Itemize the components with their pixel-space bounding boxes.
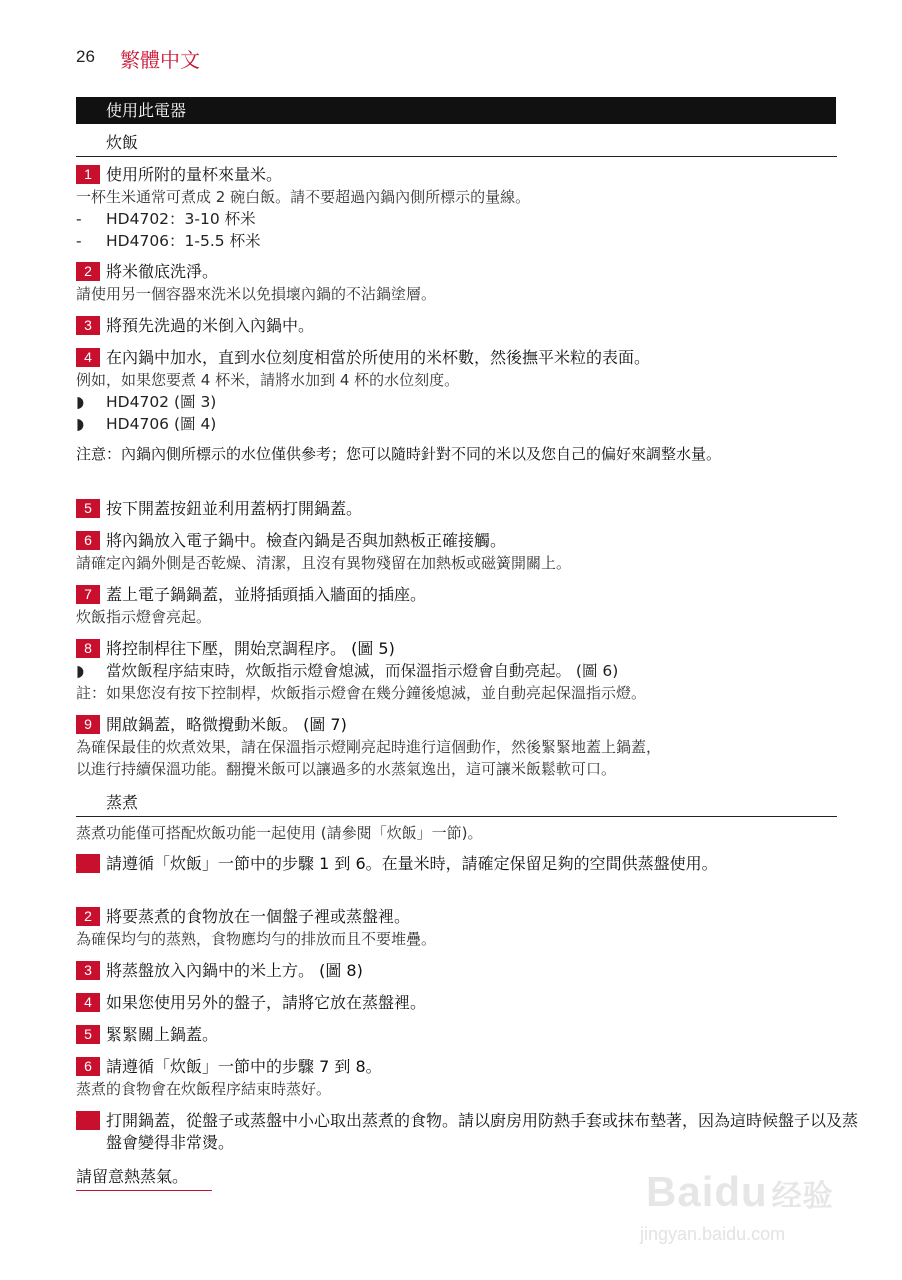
step-text: 請遵循「炊飯」一節中的步驟 1 到 6。在量米時，請確定保留足夠的空間供蒸盤使用。 <box>106 854 718 873</box>
step-number: 4 <box>76 993 100 1012</box>
step-text: 將蒸盤放入內鍋中的米上方。 (圖 8) <box>106 961 363 980</box>
steam-step-2-para: 為確保均勻的蒸熟，食物應均勻的排放而且不要堆疊。 <box>76 930 437 948</box>
language-label: 繁體中文 <box>120 48 200 72</box>
list-item: ◗ HD4702 (圖 3) <box>76 393 217 411</box>
rice-step-5 <box>76 498 836 520</box>
steam-step-7 <box>69 1110 866 1154</box>
rice-step-4 <box>76 347 836 369</box>
step-text: 請遵循「炊飯」一節中的步驟 7 到 8。 <box>106 1057 382 1076</box>
step-text: 將控制桿往下壓，開始烹調程序。 (圖 5) <box>106 639 395 658</box>
step-number: 5 <box>76 499 100 518</box>
rice-step-6-para: 請確定內鍋外側是否乾燥、清潔，且沒有異物殘留在加熱板或磁簧開關上。 <box>76 554 572 572</box>
step-number: 2 <box>76 262 100 281</box>
steam-intro: 蒸煮功能僅可搭配炊飯功能一起使用 (請參閱「炊飯」一節)。 <box>76 824 483 842</box>
rice-step-7-para: 炊飯指示燈會亮起。 <box>76 608 212 626</box>
subheading-rice: 炊飯 <box>76 130 837 157</box>
step-number: 2 <box>76 907 100 926</box>
step-number: 7 <box>76 585 100 604</box>
step-number: 1 <box>76 165 100 184</box>
step-text: 將預先洗過的米倒入內鍋中。 <box>106 316 315 335</box>
list-item: ◗ HD4706 (圖 4) <box>76 415 217 433</box>
rice-step-8 <box>76 638 836 660</box>
step-number: 3 <box>76 316 100 335</box>
rice-step-1-para: 一杯生米通常可煮成 2 碗白飯。請不要超過內鍋內側所標示的量線。 <box>76 188 531 206</box>
steam-step-2 <box>76 906 836 928</box>
page-number: 26 <box>76 47 95 66</box>
rice-step-7 <box>76 584 836 606</box>
list-item: - HD4706：1-5.5 杯米 <box>76 232 261 250</box>
step-text: 將米徹底洗淨。 <box>106 262 219 281</box>
steam-step-6-para: 蒸煮的食物會在炊飯程序結束時蒸好。 <box>76 1080 332 1098</box>
steam-step-6 <box>76 1056 836 1078</box>
step-number: 1 <box>76 854 100 873</box>
rice-step-6 <box>76 530 836 552</box>
rice-step-9-para-1: 為確保最佳的炊煮效果，請在保溫指示燈剛亮起時進行這個動作，然後緊緊地蓋上鍋蓋， <box>76 738 662 756</box>
rice-step-9 <box>76 714 836 736</box>
steam-step-4 <box>76 992 836 1014</box>
step-number: 3 <box>76 961 100 980</box>
rice-step-8-note: 註：如果您沒有按下控制桿，炊飯指示燈會在幾分鐘後熄滅，並自動亮起保溫指示燈。 <box>76 684 647 702</box>
step-text: 將內鍋放入電子鍋中。檢查內鍋是否與加熱板正確接觸。 <box>106 531 507 550</box>
step-number: 4 <box>76 348 100 367</box>
steam-step-3 <box>76 960 836 982</box>
step-text: 在內鍋中加水，直到水位刻度相當於所使用的米杯數，然後撫平米粒的表面。 <box>106 348 651 367</box>
step-text: 打開鍋蓋，從盤子或蒸盤中小心取出蒸煮的食物。請以廚房用防熱手套或抹布墊著，因為這時候盤子以及蒸盤會變得非常燙。 <box>106 1111 859 1152</box>
section-title-bar: 使用此電器 <box>76 97 836 124</box>
steam-step-5 <box>76 1024 836 1046</box>
rice-step-2 <box>76 261 836 283</box>
step-text: 開啟鍋蓋，略微攪動米飯。 (圖 7) <box>106 715 347 734</box>
watermark-url: jingyan.baidu.com <box>640 1224 786 1244</box>
step-text: 如果您使用另外的盤子，請將它放在蒸盤裡。 <box>106 993 427 1012</box>
baidu-logo: Baidu 经验 <box>646 1168 834 1215</box>
baidu-watermark <box>640 1150 860 1260</box>
step-number: 7 <box>76 1111 100 1130</box>
list-item: - HD4702：3-10 杯米 <box>76 210 256 228</box>
steam-step-1 <box>69 853 866 875</box>
hot-steam-warning: 請留意熱蒸氣。 <box>76 1164 212 1191</box>
subheading-steam: 蒸煮 <box>76 790 837 817</box>
step-text: 緊緊關上鍋蓋。 <box>106 1025 219 1044</box>
rice-step-1 <box>76 164 836 186</box>
rice-step-3 <box>76 315 836 337</box>
step-text: 將要蒸煮的食物放在一個盤子裡或蒸盤裡。 <box>106 907 411 926</box>
rice-step-2-para: 請使用另一個容器來洗米以免損壞內鍋的不沾鍋塗層。 <box>76 285 437 303</box>
step-number: 6 <box>76 531 100 550</box>
rice-step-4-para: 例如，如果您要煮 4 杯米，請將水加到 4 杯的水位刻度。 <box>76 371 460 389</box>
step-text: 使用所附的量杯來量米。 <box>106 165 283 184</box>
step-number: 5 <box>76 1025 100 1044</box>
step-number: 6 <box>76 1057 100 1076</box>
rice-step-9-para-2: 以進行持續保溫功能。翻攪米飯可以讓過多的水蒸氣逸出，這可讓米飯鬆軟可口。 <box>76 760 617 778</box>
step-text: 按下開蓋按鈕並利用蓋柄打開鍋蓋。 <box>106 499 363 518</box>
step-text: 蓋上電子鍋鍋蓋，並將插頭插入牆面的插座。 <box>106 585 427 604</box>
step-number: 9 <box>76 715 100 734</box>
rice-step-4-note: 注意：內鍋內側所標示的水位僅供參考；您可以隨時針對不同的米以及您自己的偏好來調整水量。 <box>76 445 722 463</box>
rice-step-8-bullet: ◗ 當炊飯程序結束時，炊飯指示燈會熄滅，而保溫指示燈會自動亮起。 (圖 6) <box>76 662 619 680</box>
step-number: 8 <box>76 639 100 658</box>
